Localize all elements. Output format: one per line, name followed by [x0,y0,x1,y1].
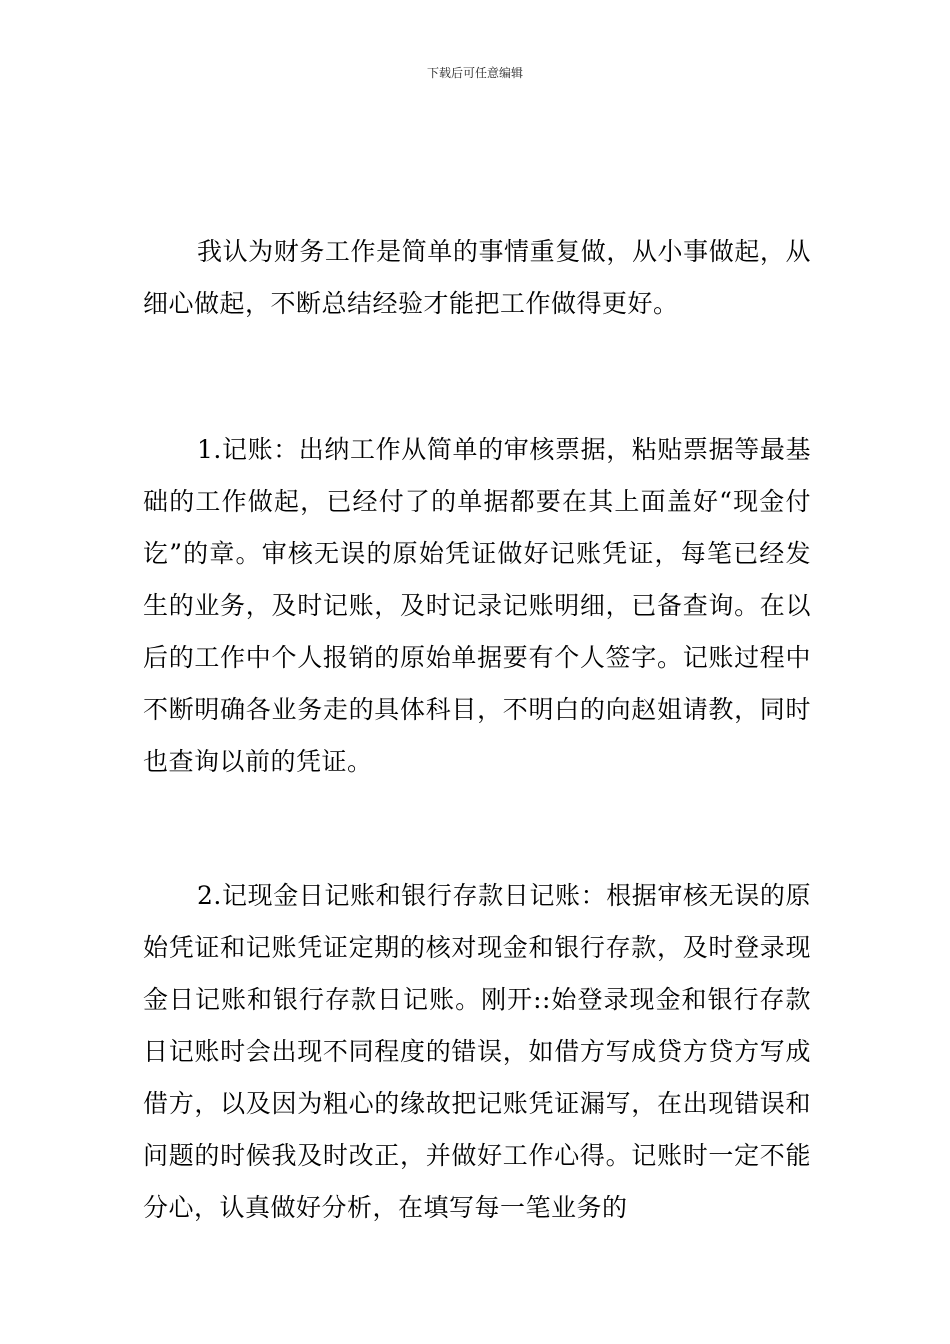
paragraph-intro: 我认为财务工作是简单的事情重复做，从小事做起，从细心做起，不断总结经验才能把工作做得更好。 [143,237,811,318]
paragraph-bookkeeping: 1.记账：出纳工作从简单的审核票据，粘贴票据等最基础的工作做起，已经付了的单据都要在其上面盖好“现金付讫”的章。审核无误的原始凭证做好记账凭证，每笔已经发生的业务，及时记账，及时记录记账明细，已备查询。在以后的工作中个人报销的原始单据要有个人签字。记账过程中不断明确各业务走的具体科目，不明白的向赵姐请教，同时也查询以前的凭证。 [143,435,811,776]
page-header: 下载后可任意编辑 [426,66,523,80]
paragraph-journals: 2.记现金日记账和银行存款日记账：根据审核无误的原始凭证和记账凭证定期的核对现金和银行存款，及时登录现金日记账和银行存款日记账。刚开::始登录现金和银行存款日记账时会出现不同程度的错误，如借方写成贷方贷方写成借方，以及因为粗心的缘故把记账凭证漏写，在出现错误和问题的时候我及时改正，并做好工作心得。记账时一定不能分心，认真做好分析，在填写每一笔业务的 [143,881,811,1222]
